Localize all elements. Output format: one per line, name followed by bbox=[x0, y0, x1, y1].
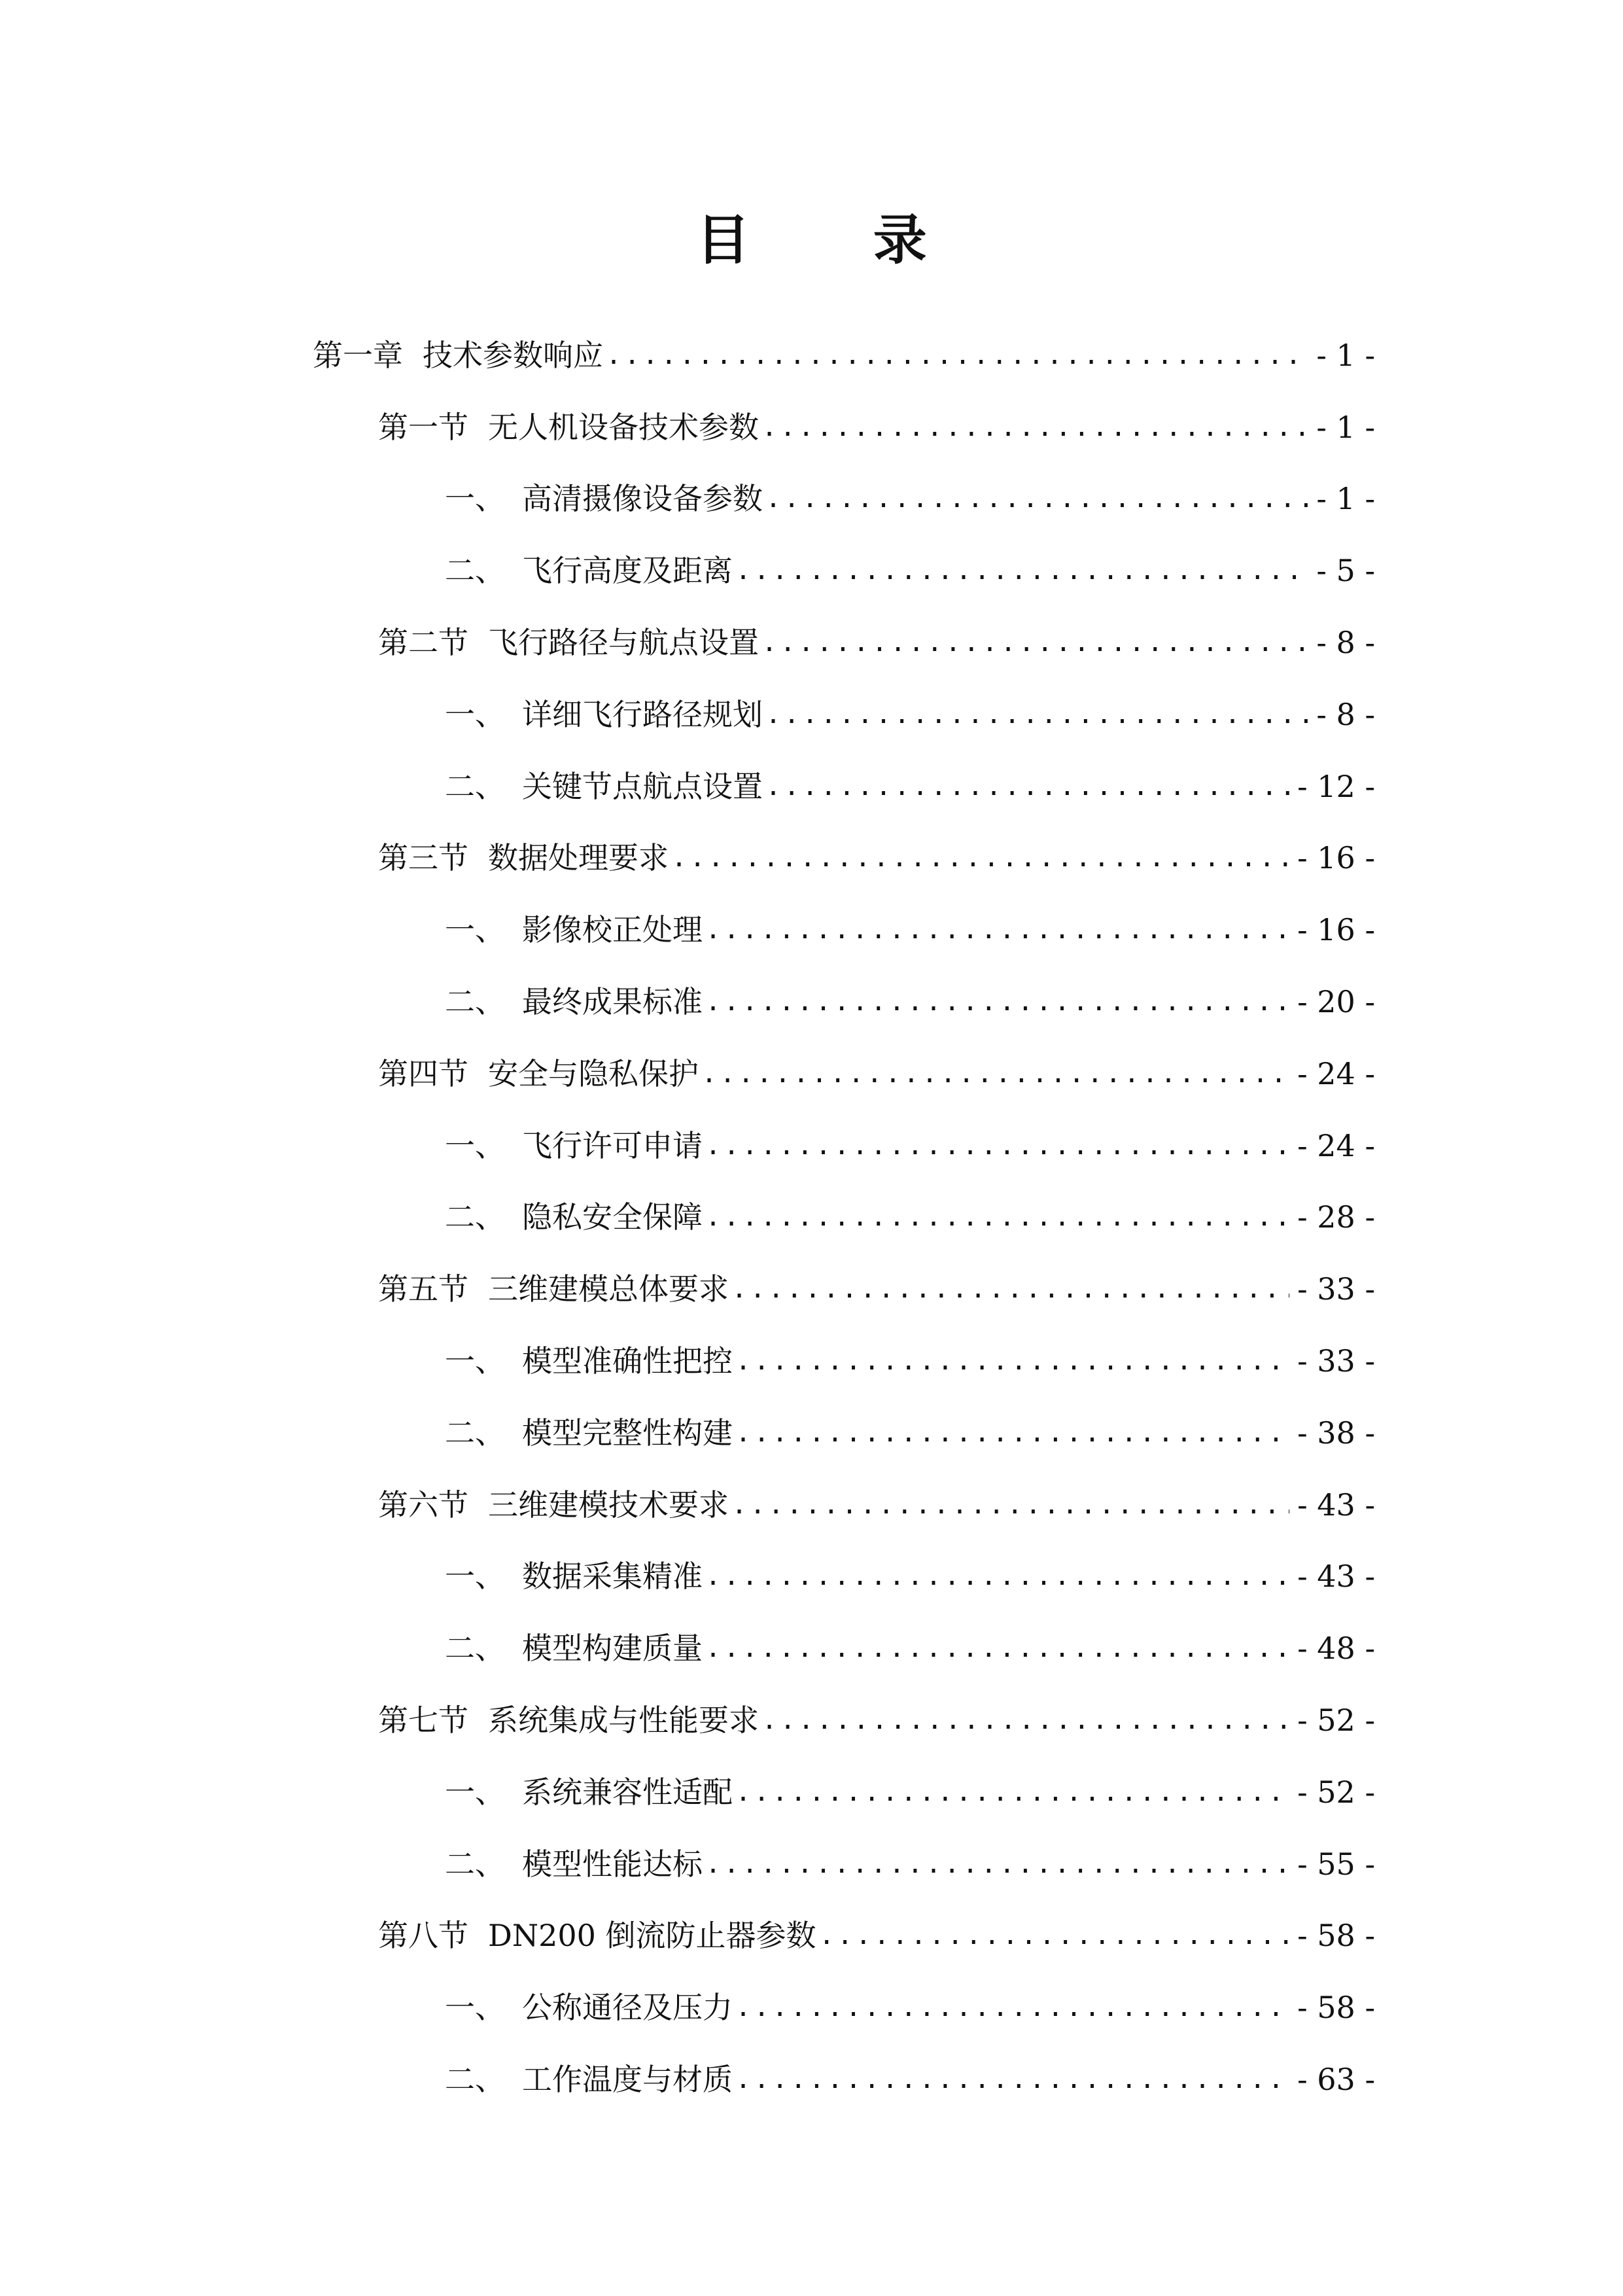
toc-dot-leader bbox=[819, 1916, 1290, 1955]
toc-entry-number: 二、 bbox=[445, 1415, 505, 1451]
toc-entry-number: 二、 bbox=[445, 768, 505, 804]
toc-entry-number: 二、 bbox=[445, 2062, 505, 2098]
toc-dot-leader bbox=[765, 767, 1289, 806]
toc-entry-title: 飞行路径与航点设置 bbox=[488, 625, 759, 661]
toc-entry-title: 三维建模技术要求 bbox=[488, 1487, 729, 1523]
toc-entry-section-5[interactable] bbox=[0, 1253, 1375, 1325]
toc-dot-leader bbox=[765, 479, 1308, 518]
toc-dot-leader bbox=[705, 1845, 1289, 1884]
toc-entry-page: - 55 - bbox=[1297, 1846, 1375, 1882]
toc-entry-number: 第四节 bbox=[378, 1055, 468, 1091]
toc-entry-page: - 43 - bbox=[1297, 1559, 1375, 1595]
toc-entry-page: - 8 - bbox=[1316, 625, 1375, 661]
toc-entry-page: - 1 - bbox=[1316, 409, 1375, 445]
toc-entry-title: 模型性能达标 bbox=[522, 1846, 703, 1882]
toc-entry-title: 飞行许可申请 bbox=[522, 1127, 703, 1163]
toc-entry-page: - 12 - bbox=[1297, 768, 1375, 804]
toc-entry-title: 影像校正处理 bbox=[522, 912, 703, 948]
toc-entry-page: - 16 - bbox=[1297, 912, 1375, 948]
toc-entry-section-4[interactable] bbox=[0, 1038, 1375, 1110]
toc-entry-page: - 58 - bbox=[1297, 1918, 1375, 1954]
toc-entry-title: 系统兼容性适配 bbox=[522, 1774, 733, 1810]
toc-entry-section-1[interactable] bbox=[0, 391, 1375, 463]
toc-dot-leader bbox=[735, 551, 1308, 590]
toc-entry-title: 工作温度与材质 bbox=[522, 2062, 733, 2098]
toc-entry-title: 关键节点航点设置 bbox=[522, 768, 763, 804]
toc-entry-page: - 1 - bbox=[1316, 337, 1375, 373]
toc-entry-number: 二、 bbox=[445, 1199, 505, 1235]
toc-entry-number: 一、 bbox=[445, 912, 505, 948]
toc-entry-number: 一、 bbox=[445, 1127, 505, 1163]
toc-dot-leader bbox=[735, 1773, 1289, 1812]
toc-entry-title: 数据采集精准 bbox=[522, 1559, 703, 1595]
toc-entry-page: - 43 - bbox=[1297, 1487, 1375, 1523]
toc-entry-number: 第一章 bbox=[313, 337, 403, 373]
toc-entry-number: 一、 bbox=[445, 1559, 505, 1595]
toc-dot-leader bbox=[761, 408, 1308, 447]
toc-entry-title: 最终成果标准 bbox=[522, 984, 703, 1020]
toc-dot-leader bbox=[671, 838, 1289, 877]
toc-entry-title: 无人机设备技术参数 bbox=[488, 409, 759, 445]
toc-entry-title: 安全与隐私保护 bbox=[488, 1055, 699, 1091]
toc-dot-leader bbox=[606, 336, 1308, 375]
toc-entry-subsection[interactable] bbox=[0, 679, 1375, 751]
toc-entry-subsection[interactable] bbox=[0, 1756, 1375, 1828]
toc-entry-page: - 28 - bbox=[1297, 1199, 1375, 1235]
toc-dot-leader bbox=[735, 1341, 1289, 1381]
toc-entry-chapter-1[interactable] bbox=[0, 319, 1375, 391]
toc-entry-number: 第七节 bbox=[378, 1703, 468, 1739]
toc-entry-subsection[interactable] bbox=[0, 1828, 1375, 1900]
toc-entry-title: 模型构建质量 bbox=[522, 1631, 703, 1667]
toc-entry-number: 第二节 bbox=[378, 625, 468, 661]
toc-entry-number: 一、 bbox=[445, 696, 505, 732]
toc-entry-page: - 16 - bbox=[1297, 840, 1375, 876]
toc-entry-number: 一、 bbox=[445, 1990, 505, 2026]
toc-dot-leader bbox=[735, 2060, 1289, 2099]
toc-entry-page: - 1 - bbox=[1316, 481, 1375, 517]
toc-entry-page: - 24 - bbox=[1297, 1055, 1375, 1091]
toc-entry-page: - 48 - bbox=[1297, 1631, 1375, 1667]
toc-entry-subsection[interactable] bbox=[0, 1612, 1375, 1684]
toc-dot-leader bbox=[735, 1413, 1289, 1453]
toc-entry-page: - 8 - bbox=[1316, 696, 1375, 732]
toc-entry-page: - 24 - bbox=[1297, 1127, 1375, 1163]
toc-dot-leader bbox=[731, 1269, 1289, 1309]
toc-entry-subsection[interactable] bbox=[0, 1325, 1375, 1397]
toc-entry-section-6[interactable] bbox=[0, 1469, 1375, 1541]
toc-entry-subsection[interactable] bbox=[0, 535, 1375, 607]
toc-entry-number: 一、 bbox=[445, 1343, 505, 1379]
toc-entry-number: 第三节 bbox=[378, 840, 468, 876]
toc-entry-section-7[interactable] bbox=[0, 1684, 1375, 1756]
toc-entry-subsection[interactable] bbox=[0, 1541, 1375, 1613]
toc-entry-subsection[interactable] bbox=[0, 463, 1375, 535]
toc-entry-page: - 5 - bbox=[1316, 553, 1375, 589]
toc-entry-page: - 52 - bbox=[1297, 1703, 1375, 1739]
toc-dot-leader bbox=[705, 982, 1289, 1021]
toc-dot-leader bbox=[761, 623, 1308, 662]
toc-entry-title: DN200 倒流防止器参数 bbox=[488, 1918, 816, 1954]
page-title: 目 录 bbox=[696, 209, 979, 272]
toc-entry-subsection[interactable] bbox=[0, 751, 1375, 822]
toc-entry-title: 数据处理要求 bbox=[488, 840, 669, 876]
toc-entry-title: 模型完整性构建 bbox=[522, 1415, 733, 1451]
toc-dot-leader bbox=[735, 1988, 1289, 2027]
toc-entry-number: 二、 bbox=[445, 1631, 505, 1667]
toc-entry-title: 系统集成与性能要求 bbox=[488, 1703, 759, 1739]
toc-entry-title: 详细飞行路径规划 bbox=[522, 696, 763, 732]
toc-dot-leader bbox=[705, 910, 1289, 949]
toc-entry-title: 飞行高度及距离 bbox=[522, 553, 733, 589]
toc-entry-subsection[interactable] bbox=[0, 1397, 1375, 1469]
toc-entry-title: 技术参数响应 bbox=[423, 337, 603, 373]
toc-dot-leader bbox=[705, 1126, 1289, 1165]
toc-entry-page: - 38 - bbox=[1297, 1415, 1375, 1451]
toc-entry-title: 公称通径及压力 bbox=[522, 1990, 733, 2026]
toc-entry-number: 第五节 bbox=[378, 1271, 468, 1307]
toc-entry-page: - 20 - bbox=[1297, 984, 1375, 1020]
toc-entry-section-2[interactable] bbox=[0, 607, 1375, 679]
toc-dot-leader bbox=[705, 1197, 1289, 1237]
toc-entry-title: 模型准确性把控 bbox=[522, 1343, 733, 1379]
toc-entry-page: - 63 - bbox=[1297, 2062, 1375, 2098]
toc-entry-number: 一、 bbox=[445, 481, 505, 517]
toc-entry-subsection[interactable] bbox=[0, 966, 1375, 1038]
toc-entry-number: 第八节 bbox=[378, 1918, 468, 1954]
toc-dot-leader bbox=[705, 1629, 1289, 1668]
toc-entry-subsection[interactable] bbox=[0, 1971, 1375, 2043]
toc-dot-leader bbox=[705, 1557, 1289, 1596]
toc-entry-subsection[interactable] bbox=[0, 2043, 1375, 2115]
toc-dot-leader bbox=[731, 1485, 1289, 1525]
toc-entry-page: - 33 - bbox=[1297, 1343, 1375, 1379]
toc-entry-number: 第六节 bbox=[378, 1487, 468, 1523]
toc-entry-number: 二、 bbox=[445, 553, 505, 589]
toc-entry-subsection[interactable] bbox=[0, 1182, 1375, 1254]
toc-entry-page: - 33 - bbox=[1297, 1271, 1375, 1307]
toc-entry-number: 第一节 bbox=[378, 409, 468, 445]
toc-entry-number: 一、 bbox=[445, 1774, 505, 1810]
toc-entry-title: 三维建模总体要求 bbox=[488, 1271, 729, 1307]
toc-entry-number: 二、 bbox=[445, 1846, 505, 1882]
toc-entry-page: - 52 - bbox=[1297, 1774, 1375, 1810]
toc-dot-leader bbox=[761, 1701, 1289, 1740]
toc-entry-page: - 58 - bbox=[1297, 1990, 1375, 2026]
toc-entry-title: 隐私安全保障 bbox=[522, 1199, 703, 1235]
toc-entry-section-3[interactable] bbox=[0, 822, 1375, 894]
toc-entry-number: 二、 bbox=[445, 984, 505, 1020]
toc-dot-leader bbox=[701, 1054, 1289, 1093]
table-of-contents bbox=[0, 319, 1623, 2115]
toc-entry-section-8[interactable] bbox=[0, 1900, 1375, 1972]
toc-entry-subsection[interactable] bbox=[0, 1110, 1375, 1182]
toc-entry-title: 高清摄像设备参数 bbox=[522, 481, 763, 517]
toc-dot-leader bbox=[765, 695, 1308, 734]
toc-entry-subsection[interactable] bbox=[0, 894, 1375, 966]
